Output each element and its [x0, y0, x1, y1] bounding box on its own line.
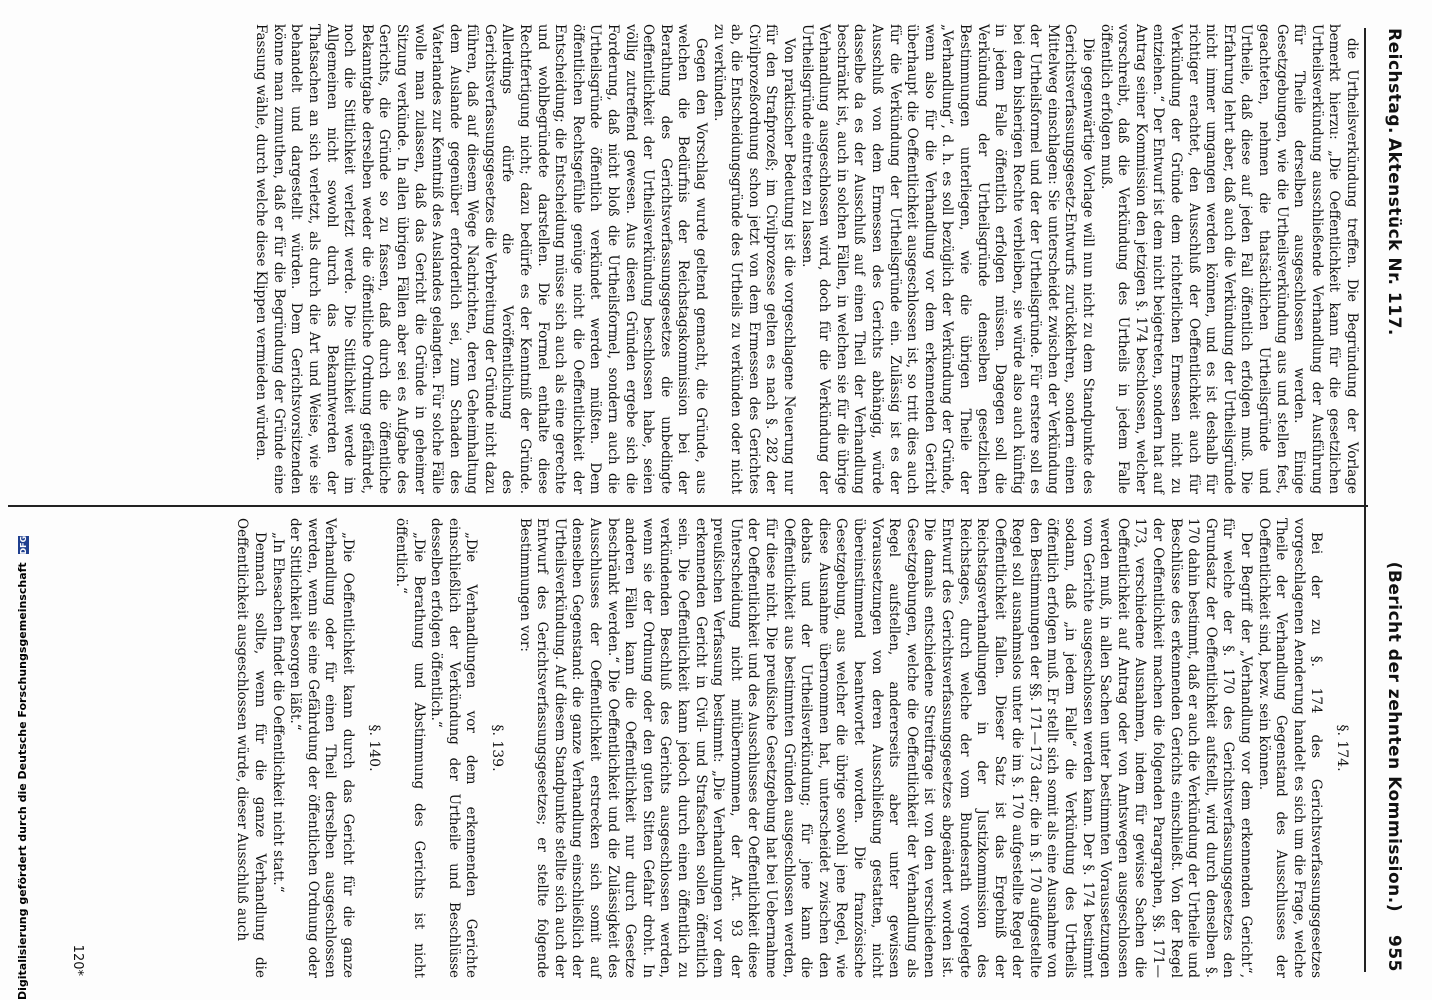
- section-heading: §. 139.: [489, 724, 506, 772]
- paragraph: Bei der zu §. 174 des Gerichtsverfassungsgesetzes vorgeschlagenen Aenderung handelt es sich um die Frage, welche Theile der Verhandlung Gegenstand des Ausschlusses der Oeffentlichkeit sind, bezw. sein können.: [1255, 518, 1325, 978]
- quoted-paragraph: „Die Verhandlungen vor dem erkennenden Gerichte einschließlich der Verkündung der Urtheile und Beschlüsse desselben erfolgen öffentlich.“: [428, 518, 480, 978]
- paragraph: Gegen den Vorschlag wurde geltend gemacht, die Gründe, aus welchen die Bedürfnis der Reichstagskommission bei der Berathung des Gerichtsverfassungsgesetzes die unbedingte Oeffentlichkeit der Urtheilsverkündung beschlossen habe, seien völlig zutreffend gewesen. Aus diesen Gründen ergebe sich die Forderung, daß nicht bloß die Urtheilsformel, sondern auch die Urtheilsgründe öffentlich verkündet werden müßten. Dem öffentlichen Rechtsgefühle genüge nicht die Oeffentlichkeit der Entscheidung; die Entscheidung müsse sich auch als eine gerechte und wohlbegründete darstellen. Die Formel enthalte diese Rechtfertigung nicht; dazu bedürfe es der Kenntniß der Gründe. Allerdings dürfe die Veröffentlichung des Gerichtsverfassungsgesetzes die Verbreitung der Gründe nicht dazu führen, daß auf diesem Wege Nachrichten, deren Geheimhaltung dem Auslande gegenüber erforderlich sei, zum Schaden des Vaterlandes zur Kenntniß des Auslandes gelangten. Für solche Fälle wolle man zulassen, daß das Gericht die Gründe in geheimer Sitzung verkünde. In allen übrigen Fällen aber sei es Aufgabe des Gerichts, die Gründe so zu fassen, daß durch die öffentliche Bekanntgabe derselben weder die öffentliche Ordnung gefährdet, noch die Sittlichkeit verletzt werde. Die Sittlichkeit werde im Allgemeinen nicht sowohl durch das Bekanntwerden der Thatsachen an sich verletzt, als durch die Art und Weise, wie sie behandelt und dargestellt würden. Dem Gerichtsvorsitzenden könne man zumuthen, daß er für die Begründung der Gründe eine Fassung wähle, durch welche diese Klippen vermieden würden.: [253, 24, 710, 494]
- text-column-left: [40, 24, 1360, 494]
- section-heading: §. 140.: [365, 724, 382, 772]
- sideband-credit: [16, 0, 32, 1000]
- dfg-logo: DFG: [18, 535, 28, 555]
- paragraph: Der Begriff der „Verhandlung vor dem erkennenden Gericht“, für welche der §. 170 des Gerichtsverfassungsgesetzes den Grundsatz der Oeffentlichkeit aufstellt, wird durch denselben §. 170 dahin bestimmt, daß er auch die Verkündung der Urtheile und Beschlüsse des erkennenden Gerichts einschließt. Von der Regel der Oeffentlichkeit machen die folgenden Paragraphen, §§. 171—173, verschiedene Ausnahmen, indem für gewisse Sachen die Oeffentlichkeit auf Antrag oder von Amtswegen ausgeschlossen werden muß, in allen Sachen unter bestimmten Voraussetzungen vom Gerichte ausgeschlossen werden kann. Der §. 174 bestimmt sodann, daß „in jedem Falle“ die Verkündung des Urtheils öffentlich erfolgen muß. Er stellt sich somit als eine Ausnahme von den Bestimmungen der §§. 171—173 dar; die in §. 170 aufgestellte Regel soll ausnahmslos unter die im §. 170 aufgestellte Regel der Oeffentlichkeit fallen. Dieser Satz ist das Ergebniß der Reichstagsverhandlungen in der Justizkommission des Reichstages, durch welche der vom Bundesrath vorgelegte Entwurf des Gerichtsverfassungsgesetzes abgeändert worden ist. Die damals entschiedene Streitfrage ist von den verschiedenen Gesetzgebungen, welche die Oeffentlichkeit der Verhandlung als Regel aufstellen, andererseits aber unter gewissen Voraussetzungen von deren Ausschließung gestatten, nicht übereinstimmend beantwortet worden. Die französische Gesetzgebung, aus welcher die übrige sowohl jene Regel, wie diese Ausnahme übernommen hat, unterscheidet zwischen den debats und der Urtheilsverkündung; für jene kann die Oeffentlichkeit aus bestimmten Gründen ausgeschlossen werden, für diese nicht. Die preußische Gesetzgebung hat bei Uebernahme der Oeffentlichkeit und des Ausschlusses der Oeffentlichkeit diese Unterscheidung nicht mitübernommen, der Art. 93 der preußischen Verfassung bestimmt: „Die Verhandlungen vor dem erkennenden Gericht in Civil- und Strafsachen sollen öffentlich sein. Die Oeffentlichkeit kann jedoch durch einen öffentlich zu verkündenden Beschluß des Gerichts ausgeschlossen werden, wenn sie der Ordnung oder den guten Sitten Gefahr droht. In anderen Fällen kann die Oeffentlichkeit nur durch Gesetze beschränkt werden.“ Die Oeffentlichkeit und die Zulässigkeit des Ausschlusses der Oeffentlichkeit erstrecken sich somit auf denselben Gegenstand: die ganze Verhandlung einschließlich der Urtheilsverkündung. Auf diesem Standpunkte stellte sich auch der Entwurf des Gerichtsverfassungsgesetzes; er stellte folgende Bestimmungen vor:: [516, 518, 1255, 978]
- header-rule: [1364, 28, 1366, 972]
- page-footer-signature: 120*: [70, 944, 85, 976]
- quoted-paragraph: „Die Berathung und Abstimmung des Gerichts ist nicht öffentlich.“: [393, 518, 427, 978]
- sideband-text: Digitalisierung gefördert durch die Deutsche Forschungsgemeinschaft: [16, 562, 29, 1000]
- paragraph: die Urtheilsverkündung treffen. Die Begründung der Vorlage bemerkt hierzu: „Die Oeffentlichkeit kann für die gesetzlichen Urtheilsverkündung ausschließende Verhandlung der Ausführung für Theile derselben ausgeschlossen werden. Einige Gesetzgebungen, wie die Urtheilsverkündung aus und stellen fest, geachteten, nehmen die thatsächlichen Urtheilsgründe und Urtheile, daß diese auf jeden Fall öffentlich erfolgen muß. Die Erfahrung lehrt aber, daß auch die Verkündung der Urtheilsgründe nicht immer umgangen werden können, und es ist deshalb für richtiger erachtet, den Ausschluß der Oeffentlichkeit auch für Verkündung der Gründe dem richterlichen Ermessen nicht zu entziehen.“ Der Entwurf ist dem nicht beigetreten, sondern hat auf Antrag seiner Kommission den jetzigen §. 174 beschlossen, welcher vorschreibt, daß die Verkündung des Urtheils in jedem Falle öffentlich erfolgen muß.: [1097, 24, 1360, 494]
- quoted-paragraph: „In Ehesachen findet die Oeffentlichkeit nicht statt.“: [269, 532, 286, 893]
- header-left: Reichstag.: [1384, 28, 1404, 134]
- page-header: [1368, 28, 1404, 972]
- paragraph: Von praktischer Bedeutung ist die vorgeschlagene Neuerung nur für den Strafprozeß; im Civilprozesse gelten es nach §. 282 der Civilprozeßordnung schon jetzt von dem Ermessen des Gerichtes ab, die Entscheidungsgründe des Urtheils zu verkünden oder nicht zu verkünden.: [710, 24, 797, 494]
- section-heading: §. 174.: [1334, 724, 1350, 772]
- quoted-paragraph: „Die Oeffentlichkeit kann durch das Gericht für die ganze Verhandlung oder für einen Theil derselben ausgeschlossen werden, wenn sie eine Gefährdung der öffentlichen Ordnung oder der Sittlichkeit besorgen läßt.“: [287, 518, 356, 978]
- paragraph: Die gegenwärtige Vorlage will nun nicht zu dem Standpunkte des Gerichtsverfassungsgesetz-Entwurfs zurückkehren, sondern einen Mittelweg einschlagen: Sie unterscheidet zwischen der Verkündung der Urtheilsformel und der der Urtheilsgründe. Für erstere soll es bei dem bisherigen Rechte verbleiben, sie würde also auch künftig in jedem Falle öffentlich erfolgen müssen. Dagegen soll die Verkündung der Urtheilsgründe denselben gesetzlichen Bestimmungen unterliegen, wie die übrigen Theile der „Verhandlung“, d. h. es soll bezüglich der Verkündung der Gründe, wenn also für die Verhandlung vor dem erkennenden Gericht überhaupt die Oeffentlichkeit ausgeschlossen ist, so tritt dies auch für die Verkündung der Urtheilsgründe ein. Zulässig ist es der Ausschluß von dem Ermessen des Gerichts abhängig, würde dasselbe da es der Ausschluß auf einen Theil der Verhandlung beschränkt ist, auch in solchen Fällen, in welchen sie für die übrige Verhandlung ausgeschlossen wird, doch für die Verkündung der Urtheilsgründe eintreten zu lassen.: [798, 24, 1097, 494]
- digitization-sideband: [0, 0, 29, 1000]
- text-column-right: [220, 518, 1360, 978]
- page-number: 955: [1384, 935, 1404, 972]
- column-divider: [8, 505, 1368, 507]
- header-right-title: (Bericht der zehnten Kommission.): [1384, 561, 1404, 912]
- header-center: Aktenstück Nr. 117.: [1384, 138, 1404, 336]
- paragraph: Demnach sollte, wenn für die ganze Verhandlung die Oeffentlichkeit ausgeschlossen würde, dieser Ausschluß auch: [234, 518, 268, 978]
